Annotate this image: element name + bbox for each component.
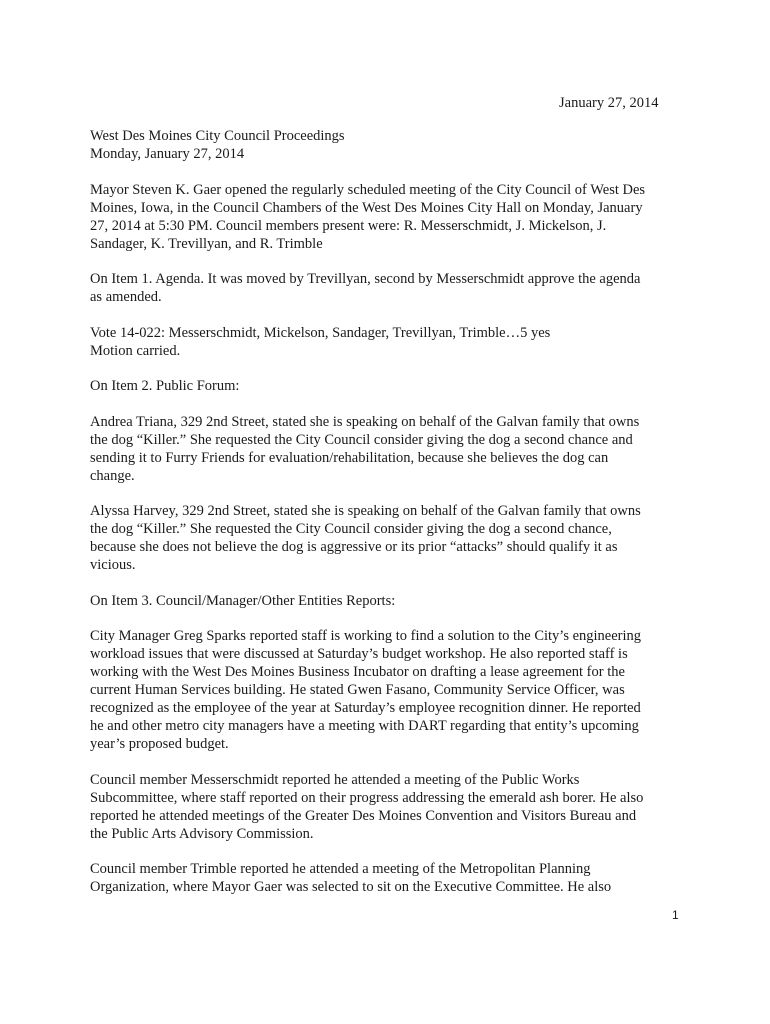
text-line: vicious. [90,557,136,573]
paragraph [90,324,690,360]
text-line: On Item 1. Agenda. It was moved by Trevillyan, second by Messerschmidt approve the agenda [90,271,641,287]
text-line: change. [90,467,135,484]
text-line: Motion carried. [90,342,181,359]
paragraph [90,771,690,843]
text-line: the Public Arts Advisory Commission. [90,825,314,842]
paragraph [90,592,690,610]
text-line: he and other metro city managers have a meeting with DART regarding that entity’s upcoming [90,718,639,734]
document-date: January 27, 2014 [559,95,659,111]
paragraph [90,627,690,753]
paragraph [90,377,690,395]
text-line: Organization, where Mayor Gaer was selected to sit on the Executive Committee. He also [90,879,612,895]
document-body [90,127,690,914]
text-line: workload issues that were discussed at Saturday’s budget workshop. He also reported staff is [90,646,628,662]
text-line: On Item 2. Public Forum: [90,378,240,394]
text-line: because she does not believe the dog is aggressive or its prior “attacks” should qualify it as [90,539,618,555]
paragraph [90,413,690,485]
text-line: sending it to Furry Friends for evaluation/rehabilitation, because she believes the dog can [90,449,609,466]
text-line: Mayor Steven K. Gaer opened the regularly scheduled meeting of the City Council of West Des [90,181,646,198]
text-line: 27, 2014 at 5:30 PM. Council members present were: R. Messerschmidt, J. Mickelson, J. [90,217,607,234]
text-line: Subcommittee, where staff reported on their progress addressing the emerald ash borer. He also [90,789,644,806]
text-line: Alyssa Harvey, 329 2nd Street, stated she is speaking on behalf of the Galvan family that owns [90,503,641,519]
text-line: West Des Moines City Council Proceedings [90,128,345,144]
page-number: 1 [672,908,679,922]
text-line: On Item 3. Council/Manager/Other Entities Reports: [90,592,396,609]
text-line: year’s proposed budget. [90,736,229,752]
text-line: the dog “Killer.” She requested the City Council consider giving the dog a second chance, [90,521,612,537]
text-line: Sandager, K. Trevillyan, and R. Trimble [90,235,323,252]
text-line: Vote 14-022: Messerschmidt, Mickelson, Sandager, Trevillyan, Trimble…5 yes [90,324,551,341]
paragraph [90,127,690,163]
text-line: Council member Trimble reported he attended a meeting of the Metropolitan Planning [90,861,591,877]
text-line: Monday, January 27, 2014 [90,146,245,162]
paragraph [90,860,690,896]
text-line: current Human Services building. He stated Gwen Fasano, Community Service Officer, was [90,682,625,698]
paragraph [90,502,690,574]
paragraph [90,270,690,306]
text-line: recognized as the employee of the year at Saturday’s employee recognition dinner. He reported [90,700,641,716]
text-line: City Manager Greg Sparks reported staff is working to find a solution to the City’s engineering [90,628,642,644]
paragraph [90,181,690,253]
text-line: working with the West Des Moines Business Incubator on drafting a lease agreement for the [90,664,625,680]
text-line: Council member Messerschmidt reported he attended a meeting of the Public Works [90,771,580,788]
text-line: Andrea Triana, 329 2nd Street, stated she is speaking on behalf of the Galvan family that owns [90,413,640,430]
text-line: as amended. [90,289,162,305]
text-line: Moines, Iowa, in the Council Chambers of the West Des Moines City Hall on Monday, January [90,199,643,216]
text-line: reported he attended meetings of the Greater Des Moines Convention and Visitors Bureau and [90,807,637,824]
text-line: the dog “Killer.” She requested the City Council consider giving the dog a second chance and [90,431,633,448]
